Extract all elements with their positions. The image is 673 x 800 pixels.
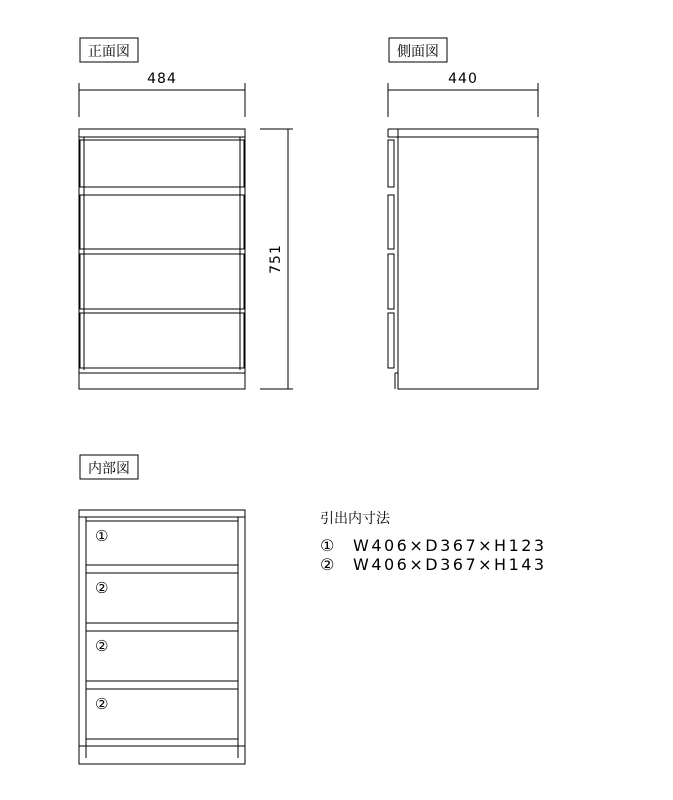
side-drawer-3 <box>388 254 394 309</box>
interior-drawer-1 <box>86 521 238 565</box>
specs-title: 引出内寸法 <box>320 511 390 527</box>
interior-drawer-3-label: ② <box>95 637 109 655</box>
front-drawer-2 <box>80 195 244 249</box>
interior-drawer-3 <box>86 631 238 681</box>
interior-drawer-4-label: ② <box>95 695 109 713</box>
interior-view-title: 内部図 <box>88 461 130 477</box>
interior-drawer-1-label: ① <box>95 527 109 545</box>
front-cabinet-outline <box>79 129 245 389</box>
front-height-value: 751 <box>268 244 284 274</box>
side-drawer-2 <box>388 195 394 249</box>
spec-2-value: W406×D367×H143 <box>353 555 547 574</box>
side-depth-value: 440 <box>448 71 478 87</box>
front-view-title: 正面図 <box>88 44 130 60</box>
side-drawer-1 <box>388 140 394 187</box>
front-drawer-4 <box>80 313 244 368</box>
interior-drawer-4 <box>86 689 238 739</box>
side-body <box>398 129 538 389</box>
front-width-value: 484 <box>147 71 177 87</box>
front-drawer-3 <box>80 254 244 309</box>
spec-1-value: W406×D367×H123 <box>353 536 547 555</box>
spec-2-marker: ② <box>320 555 337 574</box>
spec-1-marker: ① <box>320 536 337 555</box>
front-drawer-1 <box>80 140 244 187</box>
interior-drawer-2 <box>86 573 238 623</box>
side-drawer-4 <box>388 313 394 368</box>
interior-drawer-2-label: ② <box>95 579 109 597</box>
side-view <box>388 83 538 389</box>
side-view-title: 側面図 <box>397 44 439 60</box>
front-view <box>79 83 293 389</box>
